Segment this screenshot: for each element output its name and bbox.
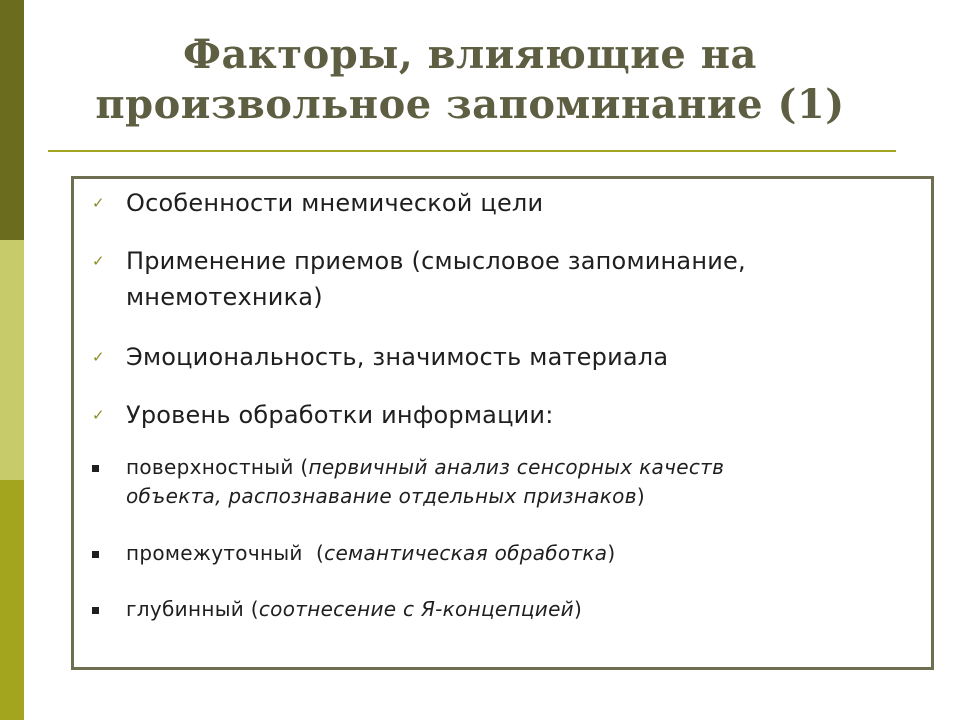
sub-item-line-2 [126, 482, 891, 511]
paren-close: ) [607, 541, 616, 565]
checkmark-icon: ✓ [92, 406, 105, 424]
side-bar-top [0, 0, 24, 240]
paren-open: ( [244, 597, 259, 621]
paren-close: ) [636, 484, 645, 508]
paren-close: ) [573, 597, 583, 621]
sub-item-detail: первичный анализ сенсорных качеств [308, 455, 725, 479]
sub-item-line-1 [126, 453, 891, 482]
item-text [126, 243, 891, 315]
square-bullet-icon [92, 607, 99, 614]
sub-item-label: промежуточный [126, 541, 303, 565]
title-underline [48, 150, 896, 152]
content-box [71, 176, 934, 670]
title-line-1: Факторы, влияющие на [183, 31, 757, 78]
title-line-2: произвольное запоминание (1) [95, 81, 845, 128]
sub-item-text [126, 595, 891, 624]
paren-open: ( [293, 455, 309, 479]
checkmark-icon: ✓ [92, 194, 105, 212]
sub-item-detail: объекта, распознавание отдельных признаков [126, 484, 637, 508]
item-text-line-2: мнемотехника) [126, 283, 323, 311]
item-text: Уровень обработки информации: [126, 401, 554, 429]
sub-item-label: глубинный [126, 597, 245, 621]
slide-title [40, 30, 900, 130]
sub-item-text [126, 453, 891, 511]
square-bullet-icon [92, 551, 99, 558]
sub-item-label: поверхностный [126, 455, 294, 479]
square-bullet-icon [92, 465, 99, 472]
side-bar-middle [0, 240, 24, 480]
sub-item-detail: соотнесение с Я-концепцией [258, 597, 574, 621]
sub-item-text [126, 539, 891, 568]
paren-open: ( [302, 541, 325, 565]
checkmark-icon: ✓ [92, 252, 105, 270]
sub-item-detail: семантическая обработка [324, 541, 608, 565]
side-bar-bottom [0, 480, 24, 720]
item-text: Эмоциональность, значимость материала [126, 343, 669, 371]
checkmark-icon: ✓ [92, 348, 105, 366]
item-text-line-1: Применение приемов (смысловое запоминание, [126, 247, 746, 275]
item-text: Особенности мнемической цели [126, 189, 544, 217]
